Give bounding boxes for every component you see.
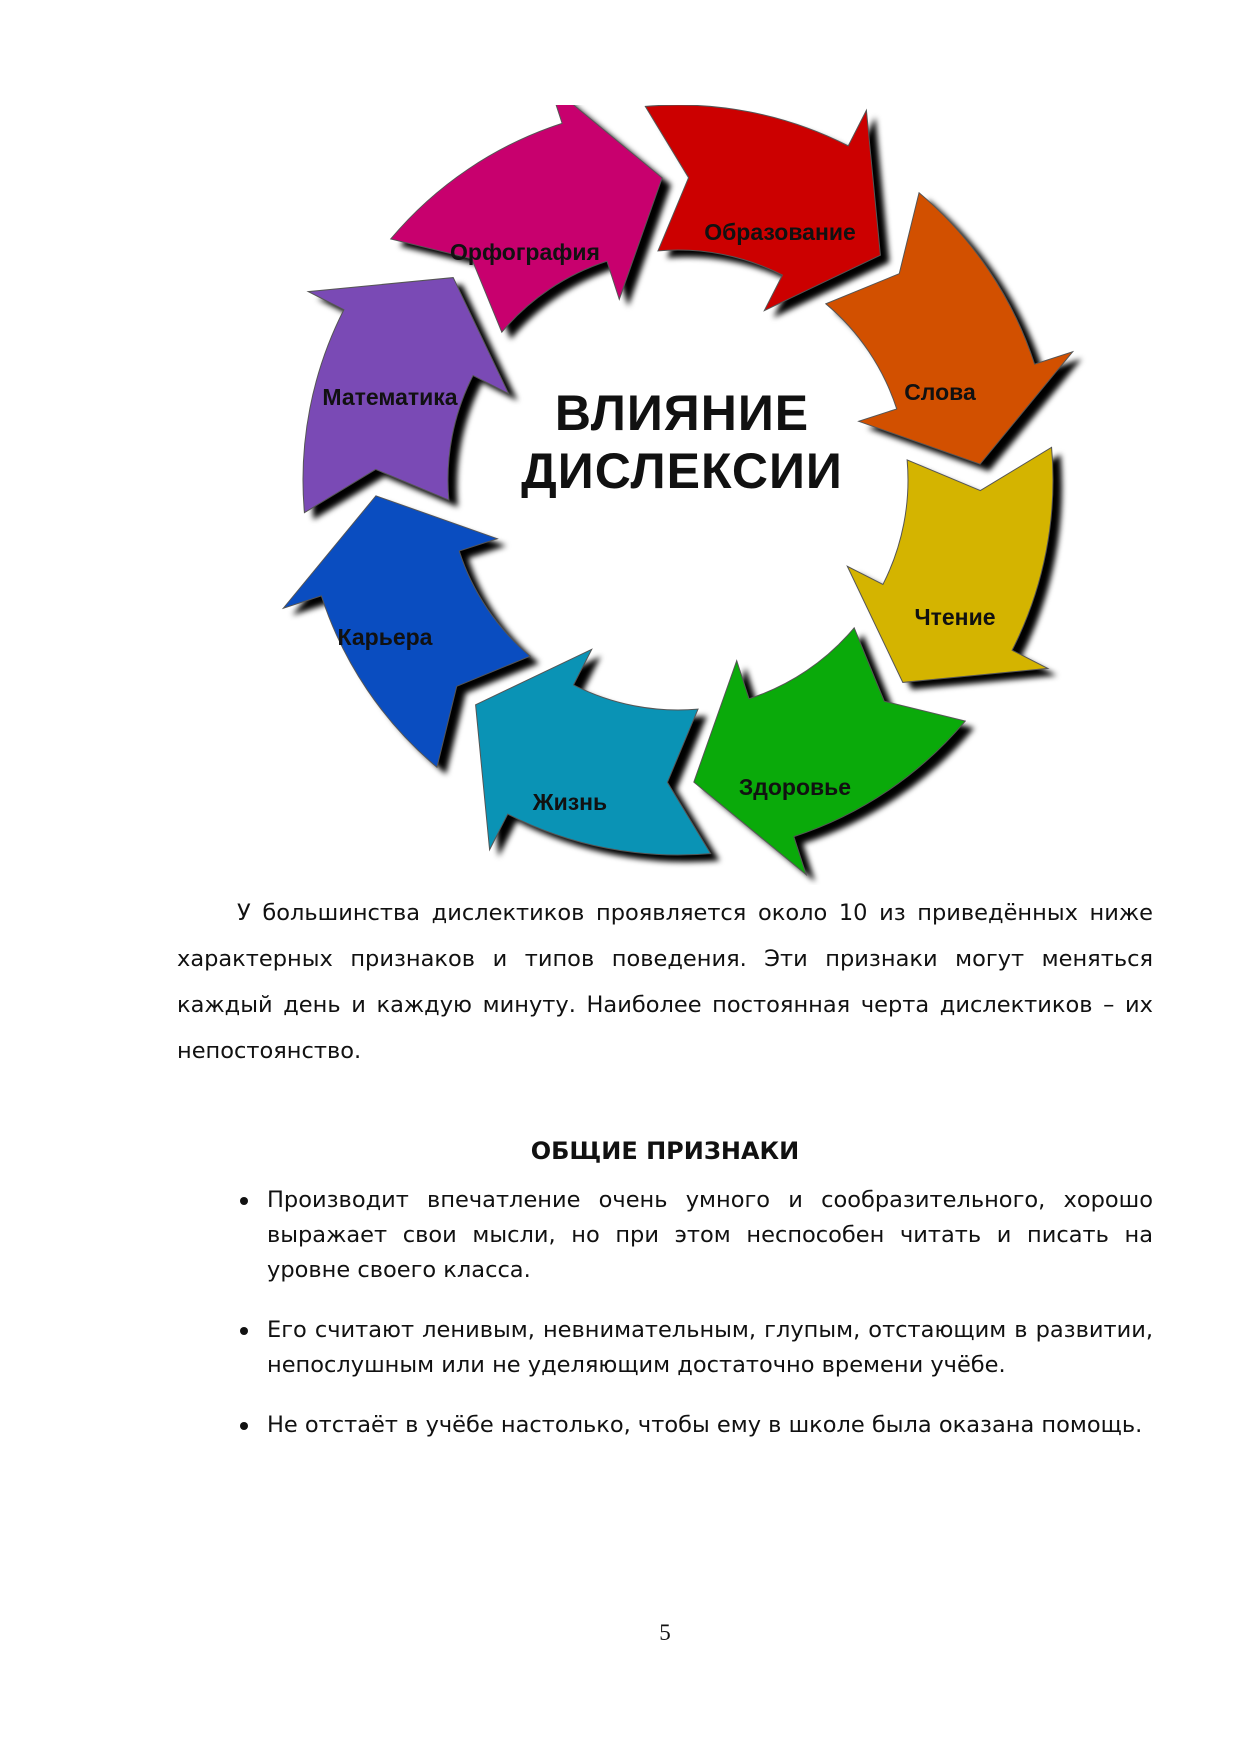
bullet-icon xyxy=(240,1422,248,1430)
list-item-text: Его считают ленивым, невнимательным, глупым, отстающим в развитии, непослушным или не уделяющим достаточно времени учёбе. xyxy=(267,1317,1153,1378)
list-item-text: Производит впечатление очень умного и сообразительного, хорошо выражает свои мысли, но при этом неспособен читать и писать на уровне своего класса. xyxy=(267,1187,1153,1283)
arrow-label: Чтение xyxy=(914,604,996,630)
list-item xyxy=(240,1313,1153,1383)
signs-list xyxy=(240,1183,1153,1468)
diagram-title-line2: ДИСЛЕКСИИ xyxy=(521,443,843,499)
arrow-label: Слова xyxy=(904,379,976,405)
list-item xyxy=(240,1183,1153,1288)
bullet-icon xyxy=(240,1197,248,1205)
arrow-label: Орфография xyxy=(450,239,600,265)
bullet-icon xyxy=(240,1327,248,1335)
list-item-text: Не отстаёт в учёбе настолько, чтобы ему в школе была оказана помощь. xyxy=(267,1412,1143,1438)
diagram-title-line1: ВЛИЯНИЕ xyxy=(554,385,810,441)
intro-paragraph: У большинства дислектиков проявляется около 10 из приведённых ниже характерных признаков и типов поведения. Эти признаки могут меняться каждый день и каждую минуту. Наиболее постоянная черта дислектиков – их непостоянство. xyxy=(177,900,1153,1064)
arrow-label: Образование xyxy=(704,219,856,245)
section-heading-text: ОБЩИЕ ПРИЗНАКИ xyxy=(530,1137,800,1165)
arrow-label: Математика xyxy=(322,384,458,410)
page-number xyxy=(0,1620,1240,1646)
arrow-label: Жизнь xyxy=(532,789,608,815)
section-heading xyxy=(0,1137,1240,1165)
list-item xyxy=(240,1408,1153,1443)
arrow-label: Карьера xyxy=(337,624,433,650)
page-number-text: 5 xyxy=(659,1620,671,1645)
dyslexia-impact-diagram xyxy=(250,105,1090,885)
arrow-label: Здоровье xyxy=(738,774,852,800)
